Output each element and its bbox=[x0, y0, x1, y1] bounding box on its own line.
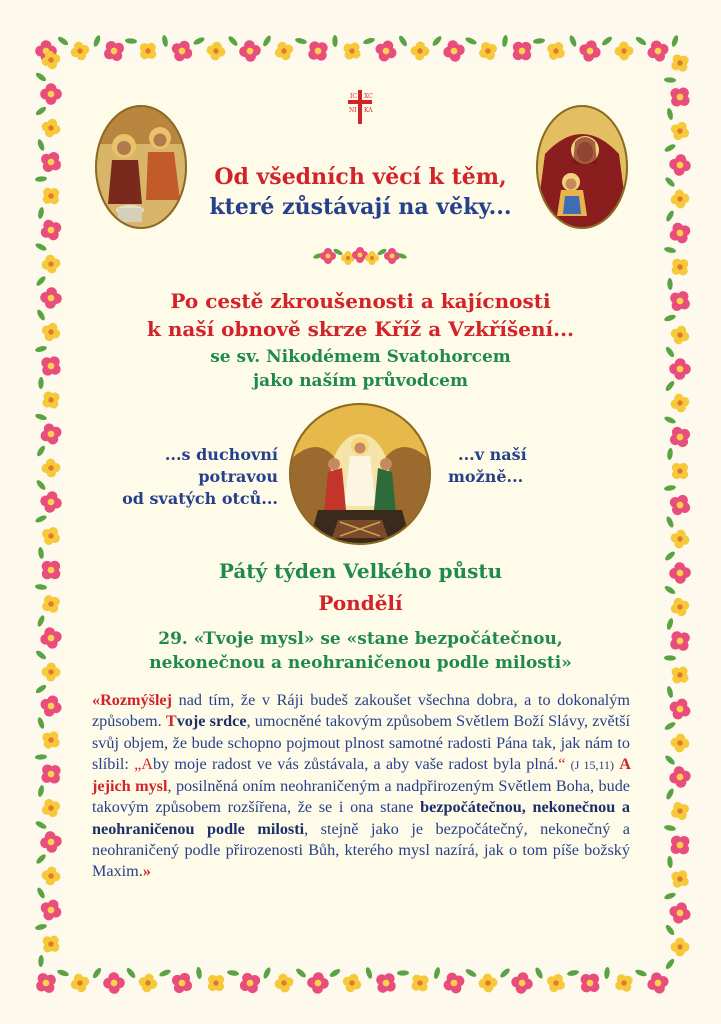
title-line-2: které zůstávají na věky... bbox=[209, 194, 512, 220]
body-close-quote: » bbox=[142, 862, 151, 881]
body-quote-text: by moje radost ve vás zůstávala, a aby vaše radost byla plná. bbox=[152, 754, 559, 773]
body-emph-tvoje-srdce: voje srdce bbox=[176, 712, 247, 731]
body-text-1: nad tím, že v Ráji budeš zakoušet všechna dobra, a to dokonalým způsobem. bbox=[92, 691, 630, 731]
body-reference: (J 15,11) bbox=[570, 757, 614, 772]
resurrection-icon bbox=[288, 402, 432, 546]
body-emph-a: A bbox=[619, 754, 631, 773]
body-text-3: , posilněná oním neohraničeným a nadpřirozeným Světlem Boha, bude takovým způsobem rozšířena, že se i ona stane bbox=[92, 777, 630, 817]
body-quote-end: “ bbox=[558, 754, 566, 773]
day-heading: Pondělí bbox=[318, 591, 403, 615]
subtitle-line-4: jako naším průvodcem bbox=[253, 371, 468, 391]
body-text-2: , umocněné takovým způsobem Světlem Boží Slávy, zvětší svůj objem, že bude schopno pojmout plnost samotné radosti Pána tak, jak nám to slíbil: bbox=[92, 712, 631, 773]
reading-body bbox=[92, 690, 630, 883]
left-side-line-2: potravou bbox=[198, 467, 278, 486]
floral-divider bbox=[310, 244, 410, 268]
reading-heading-line-2: nekonečnou a neohraničenou podle milosti» bbox=[149, 653, 572, 673]
subtitle-line-1: Po cestě zkroušenosti a kajícnosti bbox=[170, 289, 551, 313]
body-text-4: , stejně jako je bezpočátečný, nekonečný a neohraničený podle přirozenosti Bůh, kterého mysl nazírá, jak o tom píše božský Maxim. bbox=[92, 819, 630, 881]
week-heading: Pátý týden Velkého půstu bbox=[218, 559, 503, 583]
reading-heading-line-1: 29. «Tvoje mysl» se «stane bezpočátečnou, bbox=[158, 629, 563, 649]
body-quote-start: „A bbox=[134, 754, 153, 773]
subtitle-line-3: se sv. Nikodémem Svatohorcem bbox=[210, 347, 511, 367]
cross-icon bbox=[340, 86, 380, 126]
left-side-text bbox=[92, 444, 278, 510]
cross-label-tl: IC bbox=[350, 93, 357, 100]
body-emph-jejich-mysl: jejich mysl bbox=[92, 777, 168, 796]
body-open-quote: « bbox=[92, 691, 101, 709]
body-emph-initial: T bbox=[165, 712, 177, 731]
body-emph-bezpocatecnou: bezpočátečnou, nekonečnou a neohraničenou podle milosti bbox=[92, 798, 630, 838]
cross-label-bl: NI bbox=[349, 107, 357, 114]
cross-label-br: KA bbox=[364, 107, 373, 114]
title-line-1: Od všedních věcí k těm, bbox=[214, 164, 507, 190]
right-side-line-2: možně... bbox=[448, 467, 524, 486]
right-side-line-1: ...v naší bbox=[458, 445, 527, 464]
cross-label-tr: XC bbox=[364, 93, 373, 100]
left-side-line-1: ...s duchovní bbox=[164, 445, 278, 464]
subtitle-line-2: k naší obnově skrze Kříž a Vzkříšení... bbox=[147, 317, 574, 341]
right-side-text bbox=[448, 444, 628, 488]
left-side-line-3: od svatých otců... bbox=[122, 489, 278, 508]
body-emph-rozmyslej: Rozmýšlej bbox=[100, 691, 173, 709]
